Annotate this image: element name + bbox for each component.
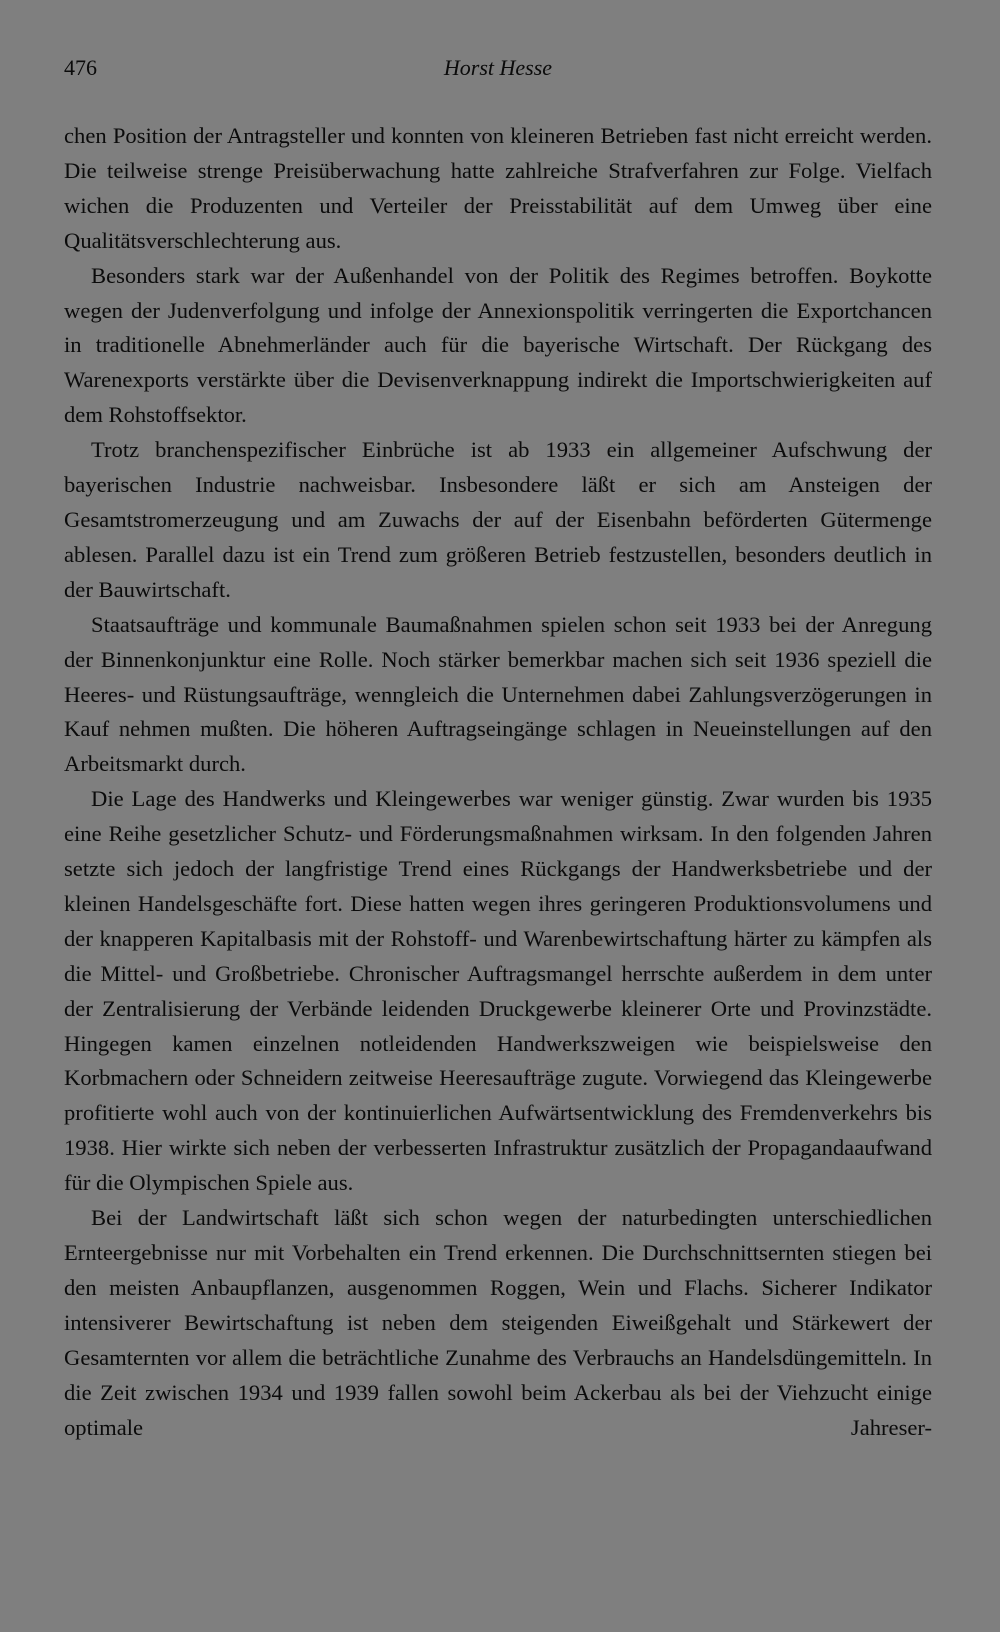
- paragraph-crafts-small-business: Die Lage des Handwerks und Kleingewerbes war weniger günstig. Zwar wurden bis 1935 eine Reihe gesetzlicher Schutz- und Förderungsmaßnahmen wirksam. In den folgenden Jahren setzte sich jedoch der langfristige Trend eines Rückgangs der Handwerksbetriebe und der kleinen Handelsgeschäfte fort. Diese hatten wegen ihres geringeren Produktionsvolumens und der knapperen Kapitalbasis mit der Rohstoff- und Warenbewirtschaftung härter zu kämpfen als die Mittel- und Großbetriebe. Chronischer Auftragsmangel herrschte außerdem in dem unter der Zentralisierung der Verbände leidenden Druckgewerbe kleinerer Orte und Provinzstädte. Hingegen kamen einzelnen notleidenden Handwerkszweigen wie beispielsweise den Korbmachern oder Schneidern zeitweise Heeresaufträge zugute. Vorwiegend das Kleingewerbe profitierte wohl auch von der kontinuierlichen Aufwärtsentwicklung des Fremdenverkehrs bis 1938. Hier wirkte sich neben der verbesserten Infrastruktur zusätzlich der Propagandaaufwand für die Olympischen Spiele aus.: [64, 786, 932, 1196]
- paragraph-industry-upswing: Trotz branchenspezifischer Einbrüche ist ab 1933 ein allgemeiner Aufschwung der bayerischen Industrie nachweisbar. Insbesondere läßt er sich am Ansteigen der Gesamtstromerzeugung und am Zuwachs der auf der Eisenbahn beförderten Gütermenge ablesen. Parallel dazu ist ein Trend zum größeren Betrieb festzustellen, besonders deutlich in der Bauwirtschaft.: [64, 437, 932, 602]
- body-text: [64, 119, 932, 1445]
- running-title: Horst Hesse: [443, 55, 553, 80]
- running-head: [64, 52, 932, 84]
- page-number: 476: [64, 55, 97, 80]
- paragraph-price-control: chen Position der Antragsteller und konnten von kleineren Betrieben fast nicht erreicht werden. Die teilweise strenge Preisüberwachung hatte zahlreiche Strafverfahren zur Folge. Vielfach wichen die Produzenten und Verteiler der Preisstabilität auf dem Umweg über eine Qualitätsverschlechterung aus.: [64, 123, 932, 253]
- paragraph-foreign-trade: Besonders stark war der Außenhandel von der Politik des Regimes betroffen. Boykotte wegen der Judenverfolgung und infolge der Annexionspolitik verringerten die Exportchancen in traditionelle Abnehmerländer auch für die bayerische Wirtschaft. Der Rückgang des Warenexports verstärkte über die Devisenverknappung indirekt die Importschwierigkeiten auf dem Rohstoffsektor.: [64, 262, 932, 428]
- paragraph-state-contracts: Staatsaufträge und kommunale Baumaßnahmen spielen schon seit 1933 bei der Anregung der Binnenkonjunktur eine Rolle. Noch stärker bemerkbar machen sich seit 1936 speziell die Heeres- und Rüstungsaufträge, wenngleich die Unternehmen dabei Zahlungsverzögerungen in Kauf nehmen mußten. Die höheren Auftragseingänge schlagen in Neueinstellungen auf den Arbeitsmarkt durch.: [64, 611, 932, 777]
- paragraph-agriculture: Bei der Landwirtschaft läßt sich schon wegen der naturbedingten unterschiedlichen Ernteergebnisse nur mit Vorbehalten ein Trend erkennen. Die Durchschnittsernten stiegen bei den meisten Anbaupflanzen, ausgenommen Roggen, Wein und Flachs. Sicherer Indikator intensiverer Bewirtschaftung ist neben dem steigenden Eiweißgehalt und Stärkewert der Gesamternten vor allem die beträchtliche Zunahme des Verbrauchs an Handelsdüngemitteln. In die Zeit zwischen 1934 und 1939 fallen sowohl beim Ackerbau als bei der Viehzucht einige optimale Jahreser-: [64, 1205, 932, 1440]
